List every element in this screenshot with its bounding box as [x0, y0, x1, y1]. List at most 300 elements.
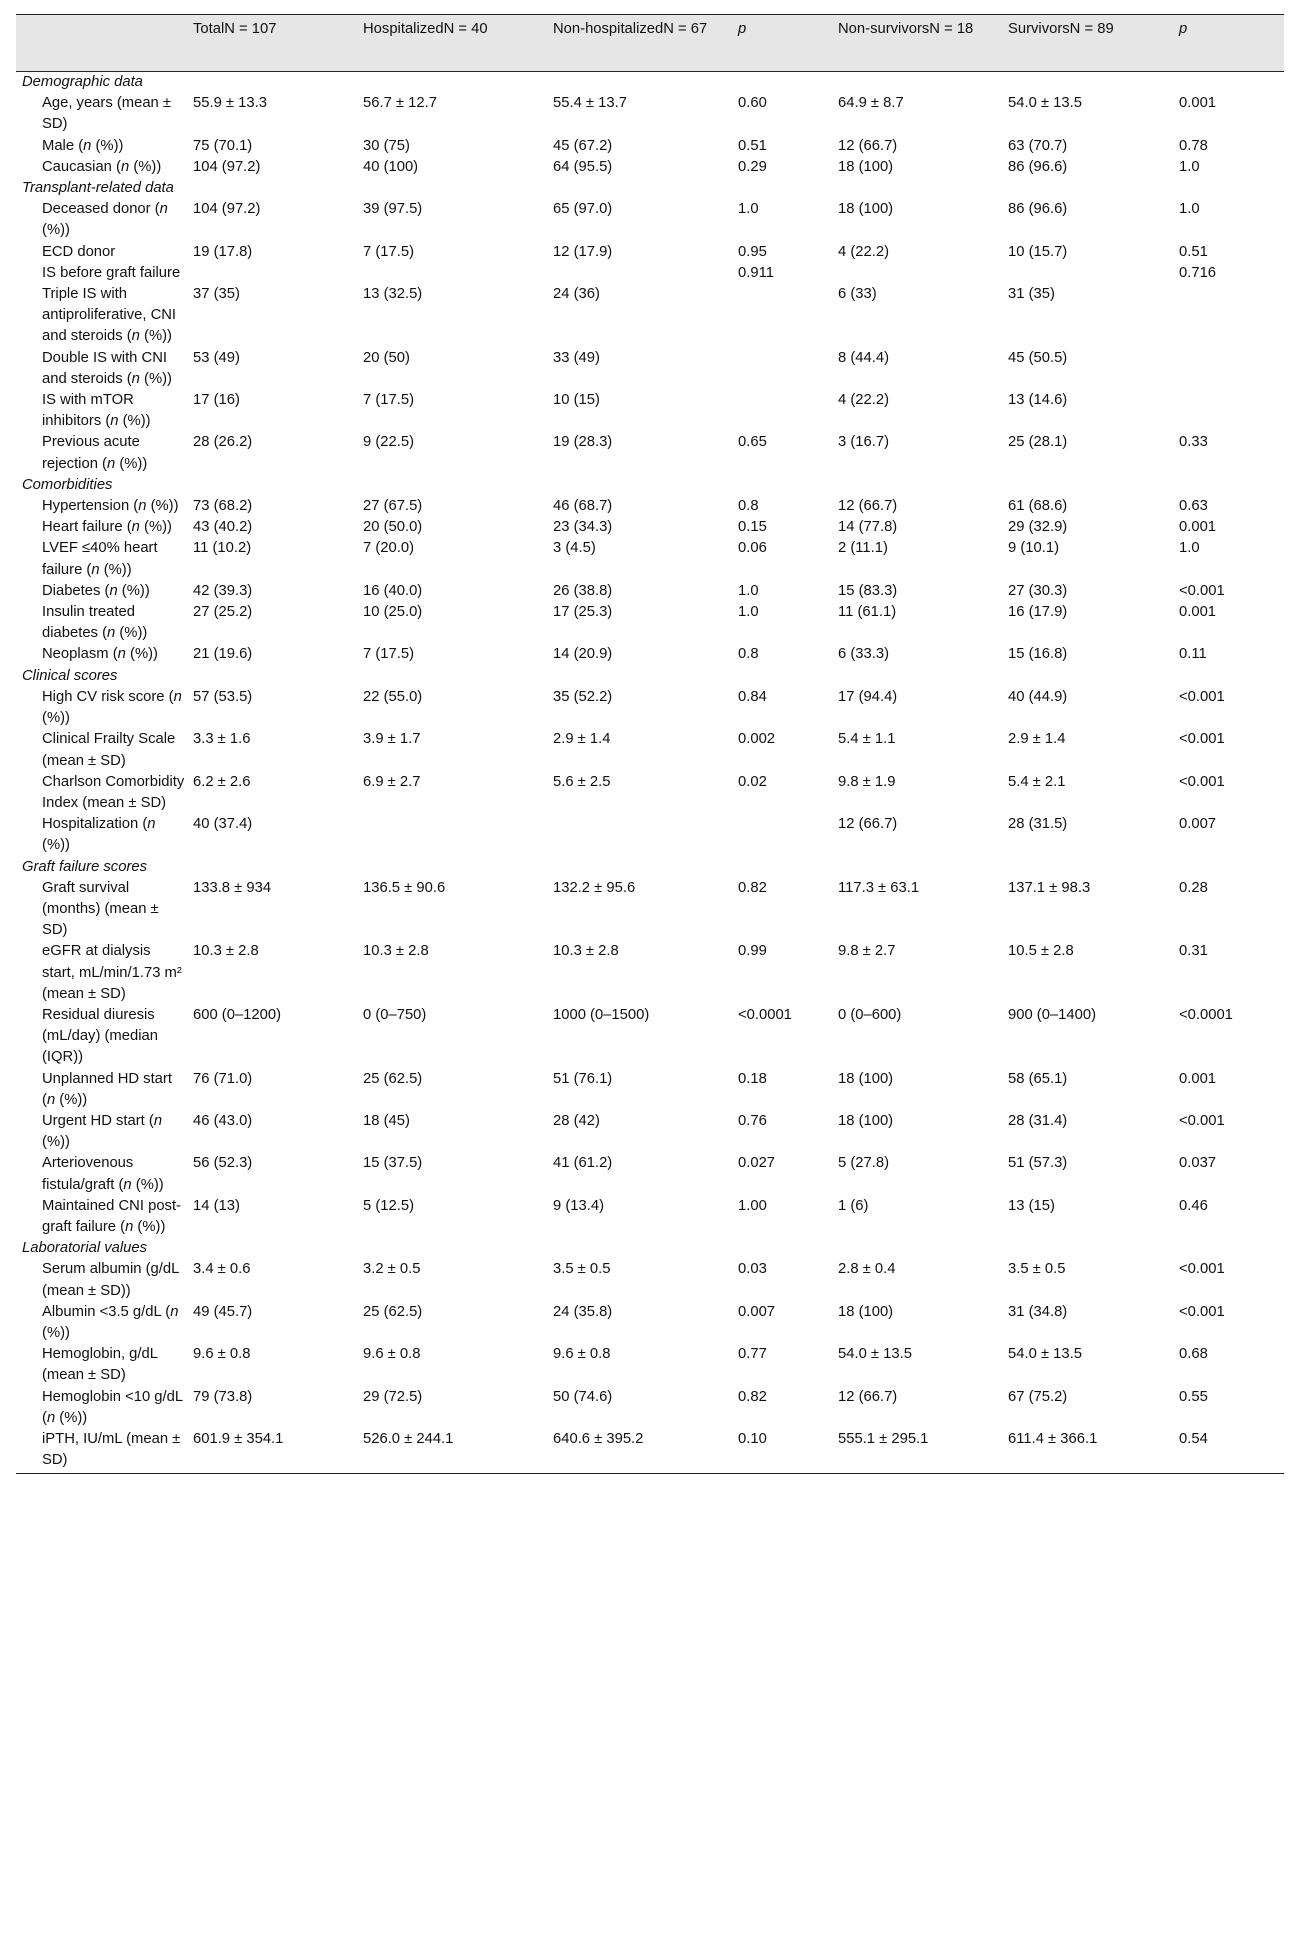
document [16, 14, 1284, 1474]
table-cell: 1 (6) [838, 1197, 869, 1214]
table-cell: 16 (40.0) [363, 582, 423, 599]
table-cell: 31 (35) [1008, 286, 1055, 303]
row-label: Albumin <3.5 g/dL (n (%)) [42, 1303, 179, 1341]
table-cell: 0.002 [738, 731, 776, 748]
table-cell: 0.027 [738, 1155, 776, 1172]
table-row [16, 432, 1284, 474]
table-cell [1175, 348, 1284, 390]
table-cell: 0.76 [738, 1112, 767, 1129]
table-cell: 30 (75) [363, 137, 410, 154]
row-label: Age, years (mean ± SD) [42, 95, 172, 133]
table-row [16, 263, 1284, 284]
section-row [16, 666, 1284, 687]
row-label: Insulin treated diabetes (n (%)) [42, 604, 148, 642]
row-label: Caucasian (n (%)) [42, 158, 162, 175]
table-row [16, 581, 1284, 602]
table-cell: 3 (4.5) [553, 540, 596, 557]
table-row [16, 878, 1284, 942]
table-cell: 11 (10.2) [193, 540, 252, 557]
table-cell [359, 814, 549, 856]
table-cell: 12 (66.7) [838, 137, 898, 154]
table-cell: 3.4 ± 0.6 [193, 1261, 251, 1278]
table-cell: 17 (94.4) [838, 688, 898, 705]
header-hospitalized: HospitalizedN = 40 [359, 15, 549, 72]
table-cell: 14 (77.8) [838, 519, 898, 536]
table-cell: 20 (50.0) [363, 519, 423, 536]
table-cell: 31 (34.8) [1008, 1303, 1068, 1320]
table-row [16, 1153, 1284, 1195]
table-cell: <0.001 [1179, 1112, 1225, 1129]
table-cell: 5 (27.8) [838, 1155, 889, 1172]
section-row [16, 72, 1284, 94]
row-label: LVEF ≤40% heart failure (n (%)) [42, 540, 158, 578]
section-row [16, 857, 1284, 878]
table-cell: 40 (44.9) [1008, 688, 1068, 705]
table-cell: 45 (50.5) [1008, 349, 1068, 366]
table-cell: 9 (10.1) [1008, 540, 1059, 557]
table-cell: 9.8 ± 2.7 [838, 943, 896, 960]
table-cell [359, 263, 549, 284]
table-row [16, 348, 1284, 390]
table-row [16, 390, 1284, 432]
section-heading: Demographic data [22, 74, 143, 90]
table-row [16, 1196, 1284, 1238]
table-cell: 0.8 [738, 498, 759, 515]
table-row [16, 1069, 1284, 1111]
table-cell: 6.9 ± 2.7 [363, 773, 421, 790]
table-cell: 3.5 ± 0.5 [1008, 1261, 1066, 1278]
table-cell: 5.4 ± 2.1 [1008, 773, 1066, 790]
row-label: Serum albumin (g/dL (mean ± SD)) [42, 1261, 179, 1299]
table-cell: 0.15 [738, 519, 767, 536]
table-cell: 0.911 [738, 264, 774, 281]
table-cell: 75 (70.1) [193, 137, 253, 154]
table-cell: 5.4 ± 1.1 [838, 731, 896, 748]
table-cell: 0.11 [1179, 646, 1207, 663]
table-cell: 6 (33.3) [838, 646, 889, 663]
table-cell: 0 (0–600) [838, 1006, 902, 1023]
table-cell [1004, 263, 1175, 284]
table-cell: 6 (33) [838, 286, 877, 303]
table-cell: 555.1 ± 295.1 [834, 1429, 1004, 1474]
table-cell: 1.00 [738, 1197, 767, 1214]
table-cell: 33 (49) [553, 349, 600, 366]
table-cell [1175, 284, 1284, 348]
table-cell [549, 814, 734, 856]
table-cell: 5.6 ± 2.5 [553, 773, 611, 790]
table-cell: <0.001 [1179, 1303, 1225, 1320]
table-cell: 9.6 ± 0.8 [553, 1346, 611, 1363]
table-cell: 55.4 ± 13.7 [553, 95, 627, 112]
table-cell: 8 (44.4) [838, 349, 889, 366]
table-cell [734, 284, 834, 348]
table-cell: 0.10 [734, 1429, 834, 1474]
table-cell [834, 263, 1004, 284]
table-cell: 10 (25.0) [363, 604, 423, 621]
table-row [16, 1344, 1284, 1386]
table-row [16, 538, 1284, 580]
table-header-row [16, 15, 1284, 72]
table-cell: 18 (100) [838, 1070, 894, 1087]
table-cell: 0.03 [738, 1261, 767, 1278]
table-cell: 23 (34.3) [553, 519, 613, 536]
table-cell: 0.001 [1179, 604, 1217, 621]
table-cell: 3.2 ± 0.5 [363, 1261, 421, 1278]
table-row [16, 1387, 1284, 1429]
table-cell: 10 (15) [553, 392, 600, 409]
table-cell: 10.3 ± 2.8 [363, 943, 429, 960]
table-cell: 55.9 ± 13.3 [193, 95, 267, 112]
row-label: Maintained CNI post-graft failure (n (%)) [42, 1197, 181, 1235]
table-cell: 13 (15) [1008, 1197, 1055, 1214]
table-cell [549, 263, 734, 284]
row-label: IS before graft failure [42, 264, 181, 281]
row-label: Hemoglobin <10 g/dL (n (%)) [42, 1388, 183, 1426]
table-cell: 0.54 [1175, 1429, 1284, 1474]
table-cell: 0.007 [738, 1303, 776, 1320]
row-label: Diabetes (n (%)) [42, 582, 150, 599]
table-cell: 2 (11.1) [838, 540, 888, 557]
table-cell: 37 (35) [193, 286, 240, 303]
table-cell: 0.037 [1179, 1155, 1217, 1172]
table-cell: 0.06 [738, 540, 767, 557]
table-cell: 24 (35.8) [553, 1303, 613, 1320]
table-row [16, 284, 1284, 348]
table-cell: 61 (68.6) [1008, 498, 1068, 515]
table-cell: 46 (43.0) [193, 1112, 253, 1129]
table-cell: <0.001 [1179, 773, 1225, 790]
table-row [16, 496, 1284, 517]
table-cell: <0.0001 [1179, 1006, 1233, 1023]
table-cell: 46 (68.7) [553, 498, 613, 515]
table-cell: 12 (66.7) [838, 816, 898, 833]
table-cell: 11 (61.1) [838, 604, 897, 621]
table-cell: 64.9 ± 8.7 [838, 95, 904, 112]
table-cell: <0.0001 [738, 1006, 792, 1023]
row-label: Clinical Frailty Scale (mean ± SD) [42, 731, 176, 769]
table-cell: 0.84 [738, 688, 767, 705]
table-cell: 3 (16.7) [838, 434, 889, 451]
table-cell: 0.716 [1179, 264, 1217, 281]
table-cell: 12 (17.9) [553, 243, 613, 260]
table-cell: 601.9 ± 354.1 [189, 1429, 359, 1474]
table-cell: 3.5 ± 0.5 [553, 1261, 611, 1278]
table-cell: 4 (22.2) [838, 392, 889, 409]
table-cell: 19 (17.8) [193, 243, 253, 260]
table-cell: 50 (74.6) [553, 1388, 613, 1405]
table-cell: 0 (0–750) [363, 1006, 427, 1023]
table-cell: 4 (22.2) [838, 243, 889, 260]
table-row [16, 814, 1284, 856]
table-cell: 16 (17.9) [1008, 604, 1068, 621]
table-cell: 57 (53.5) [193, 688, 253, 705]
table-cell: 29 (32.9) [1008, 519, 1068, 536]
table-cell: 64 (95.5) [553, 158, 613, 175]
table-cell: 27 (25.2) [193, 604, 253, 621]
table-cell: 104 (97.2) [193, 201, 261, 218]
table-row [16, 644, 1284, 665]
table-cell: 0.68 [1179, 1346, 1208, 1363]
table-cell: 6.2 ± 2.6 [193, 773, 251, 790]
table-cell: 13 (32.5) [363, 286, 423, 303]
row-label: Hemoglobin, g/dL (mean ± SD) [42, 1346, 158, 1384]
cohort-characteristics-table [16, 14, 1284, 1474]
table-cell: <0.001 [1179, 688, 1225, 705]
table-cell: 28 (31.5) [1008, 816, 1068, 833]
table-cell: 86 (96.6) [1008, 158, 1068, 175]
table-cell: 104 (97.2) [193, 158, 261, 175]
table-cell: 0.60 [738, 95, 767, 112]
table-cell: 2.9 ± 1.4 [553, 731, 611, 748]
section-row [16, 1238, 1284, 1259]
table-cell: 1.0 [738, 201, 759, 218]
row-label: Residual diuresis (mL/day) (median (IQR)) [42, 1006, 158, 1066]
table-cell: 13 (14.6) [1008, 392, 1068, 409]
table-cell: 0.31 [1179, 943, 1208, 960]
table-row [16, 687, 1284, 729]
table-cell: 67 (75.2) [1008, 1388, 1068, 1405]
row-label: Neoplasm (n (%)) [42, 646, 158, 663]
table-row [16, 517, 1284, 538]
table-cell: 1.0 [1179, 158, 1200, 175]
table-row [16, 1302, 1284, 1344]
table-cell [189, 263, 359, 284]
table-cell: 132.2 ± 95.6 [553, 879, 636, 896]
table-cell: 9 (13.4) [553, 1197, 604, 1214]
table-row [16, 242, 1284, 263]
table-cell: 0.28 [1179, 879, 1208, 896]
table-cell: 15 (37.5) [363, 1155, 423, 1172]
row-label: Hypertension (n (%)) [42, 498, 179, 515]
row-label: Hospitalization (n (%)) [42, 816, 156, 854]
section-row [16, 178, 1284, 199]
table-row [16, 199, 1284, 241]
row-label: ECD donor [42, 243, 116, 260]
table-cell: 56 (52.3) [193, 1155, 253, 1172]
row-label: eGFR at dialysis start, mL/min/1.73 m² (mean ± SD) [42, 943, 182, 1002]
row-label: Graft survival (months) (mean ± SD) [42, 879, 159, 939]
table-cell: 1.0 [738, 582, 759, 599]
table-row [16, 772, 1284, 814]
table-cell: 35 (52.2) [553, 688, 613, 705]
table-cell: 3.3 ± 1.6 [193, 731, 251, 748]
table-cell: 137.1 ± 98.3 [1008, 879, 1091, 896]
table-cell: 7 (17.5) [363, 392, 414, 409]
table-cell: 0.51 [1179, 243, 1208, 260]
table-cell: 15 (83.3) [838, 582, 898, 599]
table-cell: 63 (70.7) [1008, 137, 1068, 154]
table-cell: 56.7 ± 12.7 [363, 95, 437, 112]
table-row [16, 729, 1284, 771]
table-cell: 58 (65.1) [1008, 1070, 1068, 1087]
table-cell: 25 (62.5) [363, 1070, 423, 1087]
table-cell: 22 (55.0) [363, 688, 423, 705]
row-label: Arteriovenous fistula/graft (n (%)) [42, 1155, 164, 1193]
table-cell: 53 (49) [193, 349, 240, 366]
header-non-survivors: Non-survivorsN = 18 [834, 15, 1004, 72]
table-cell: 9 (22.5) [363, 434, 414, 451]
table-cell: 0.77 [738, 1346, 767, 1363]
table-cell: 17 (25.3) [553, 604, 613, 621]
header-total: TotalN = 107 [189, 15, 359, 72]
table-cell: 51 (57.3) [1008, 1155, 1068, 1172]
table-cell: <0.001 [1179, 1261, 1225, 1278]
table-cell: 600 (0–1200) [193, 1006, 282, 1023]
table-cell: 900 (0–1400) [1008, 1006, 1097, 1023]
row-label: IS with mTOR inhibitors (n (%)) [42, 392, 151, 430]
table-cell [734, 390, 834, 432]
table-cell: <0.001 [1179, 731, 1225, 748]
table-row [16, 602, 1284, 644]
table-cell: 45 (67.2) [553, 137, 613, 154]
table-cell: 12 (66.7) [838, 1388, 898, 1405]
table-cell: 76 (71.0) [193, 1070, 253, 1087]
section-heading: Laboratorial values [22, 1240, 148, 1257]
table-cell: 0.99 [738, 943, 767, 960]
table-cell: 9.6 ± 0.8 [193, 1346, 251, 1363]
table-cell: 27 (30.3) [1008, 582, 1068, 599]
table-cell: 0.02 [738, 773, 767, 790]
table-cell: 640.6 ± 395.2 [549, 1429, 734, 1474]
row-label: Heart failure (n (%)) [42, 519, 172, 536]
table-cell: 29 (72.5) [363, 1388, 423, 1405]
table-cell: 28 (31.4) [1008, 1112, 1068, 1129]
header-non-hospitalized: Non-hospitalizedN = 67 [549, 15, 734, 72]
table-cell: 0.001 [1179, 1070, 1217, 1087]
table-cell: 15 (16.8) [1008, 646, 1068, 663]
section-heading: Clinical scores [22, 667, 118, 684]
table-row [16, 941, 1284, 1005]
table-cell: 79 (73.8) [193, 1388, 253, 1405]
table-cell: 0.65 [738, 434, 767, 451]
table-cell: 27 (67.5) [363, 498, 423, 515]
table-cell: 28 (42) [553, 1112, 600, 1129]
header-variable [16, 15, 189, 72]
table-cell: 7 (17.5) [363, 243, 414, 260]
table-cell [734, 348, 834, 390]
table-cell: 0.8 [738, 646, 759, 663]
table-cell: 0.51 [738, 137, 767, 154]
table-cell: 41 (61.2) [553, 1155, 613, 1172]
table-cell: 18 (100) [838, 201, 894, 218]
table-cell: 21 (19.6) [193, 646, 253, 663]
table-cell: 0.33 [1179, 434, 1208, 451]
row-label: Urgent HD start (n (%)) [42, 1112, 163, 1151]
header-survivors: SurvivorsN = 89 [1004, 15, 1175, 72]
table-cell: 0.55 [1179, 1388, 1208, 1405]
table-cell: 25 (62.5) [363, 1303, 423, 1320]
table-row [16, 1111, 1284, 1153]
table-cell: 611.4 ± 366.1 [1004, 1429, 1175, 1474]
table-cell: 0.007 [1179, 816, 1217, 833]
table-cell: 136.5 ± 90.6 [363, 879, 446, 896]
table-cell: 14 (13) [193, 1197, 240, 1214]
row-label: iPTH, IU/mL (mean ± SD) [16, 1429, 189, 1474]
table-cell: 65 (97.0) [553, 201, 613, 218]
row-label: Double IS with CNI and steroids (n (%)) [42, 349, 172, 387]
table-cell: 42 (39.3) [193, 582, 253, 599]
table-cell: 28 (26.2) [193, 434, 253, 451]
section-heading: Comorbidities [22, 476, 113, 493]
table-cell: 43 (40.2) [193, 519, 253, 536]
table-cell: 9.6 ± 0.8 [363, 1346, 421, 1363]
table-cell [1175, 390, 1284, 432]
table-cell: 0.82 [738, 1388, 767, 1405]
table-cell: 54.0 ± 13.5 [838, 1346, 912, 1363]
table-cell: 0.29 [738, 158, 767, 175]
table-cell: 0.78 [1179, 137, 1208, 154]
table-cell: 19 (28.3) [553, 434, 613, 451]
table-cell: 2.8 ± 0.4 [838, 1261, 896, 1278]
table-cell: 26 (38.8) [553, 582, 613, 599]
row-label: High CV risk score (n (%)) [42, 688, 182, 727]
table-cell: 18 (100) [838, 158, 894, 175]
table-cell: 51 (76.1) [553, 1070, 613, 1087]
table-row [16, 157, 1284, 178]
table-row [16, 1259, 1284, 1301]
table-cell: 10.5 ± 2.8 [1008, 943, 1074, 960]
table-cell: 2.9 ± 1.4 [1008, 731, 1066, 748]
table-cell: 49 (45.7) [193, 1303, 253, 1320]
table-cell: 40 (37.4) [193, 816, 253, 833]
table-cell: 12 (66.7) [838, 498, 898, 515]
table-cell [734, 814, 834, 856]
table-cell: 0.63 [1179, 498, 1208, 515]
table-cell: 54.0 ± 13.5 [1008, 95, 1082, 112]
table-cell: 3.9 ± 1.7 [363, 731, 421, 748]
table-row [16, 1429, 1284, 1474]
table-cell: 117.3 ± 63.1 [838, 879, 920, 896]
table-cell: 1000 (0–1500) [553, 1006, 650, 1023]
row-label: Triple IS with antiproliferative, CNI and steroids (n (%)) [42, 286, 177, 345]
table-cell: 133.8 ± 934 [193, 879, 272, 896]
table-cell: 40 (100) [363, 158, 419, 175]
row-label: Male (n (%)) [42, 137, 124, 154]
table-cell: 0.001 [1179, 95, 1217, 112]
table-cell: 0.001 [1179, 519, 1217, 536]
table-cell: 73 (68.2) [193, 498, 253, 515]
row-label: Charlson Comorbidity Index (mean ± SD) [42, 773, 185, 811]
table-cell: 18 (100) [838, 1303, 894, 1320]
table-cell: 39 (97.5) [363, 201, 423, 218]
row-label: Previous acute rejection (n (%)) [42, 434, 148, 472]
table-cell: 10.3 ± 2.8 [553, 943, 619, 960]
table-cell: 25 (28.1) [1008, 434, 1068, 451]
table-cell: 18 (45) [363, 1112, 410, 1129]
row-label: Unplanned HD start (n (%)) [42, 1070, 172, 1108]
table-cell: 7 (20.0) [363, 540, 414, 557]
table-cell: 0.18 [738, 1070, 767, 1087]
table-cell: 9.8 ± 1.9 [838, 773, 896, 790]
table-cell: 0.46 [1179, 1197, 1208, 1214]
table-row [16, 1005, 1284, 1069]
table-cell: 0.82 [738, 879, 767, 896]
table-cell: 1.0 [1179, 540, 1200, 557]
table-row [16, 136, 1284, 157]
table-cell: 10 (15.7) [1008, 243, 1068, 260]
table-cell: 0.95 [738, 243, 767, 260]
table-cell: 14 (20.9) [553, 646, 613, 663]
table-cell: 526.0 ± 244.1 [359, 1429, 549, 1474]
table-cell: 18 (100) [838, 1112, 894, 1129]
table-cell: 54.0 ± 13.5 [1008, 1346, 1082, 1363]
section-heading: Transplant-related data [22, 180, 174, 197]
table-row [16, 93, 1284, 135]
table-cell: 20 (50) [363, 349, 410, 366]
row-label: Deceased donor (n (%)) [42, 201, 168, 239]
table-cell: 5 (12.5) [363, 1197, 414, 1214]
table-cell: 86 (96.6) [1008, 201, 1068, 218]
